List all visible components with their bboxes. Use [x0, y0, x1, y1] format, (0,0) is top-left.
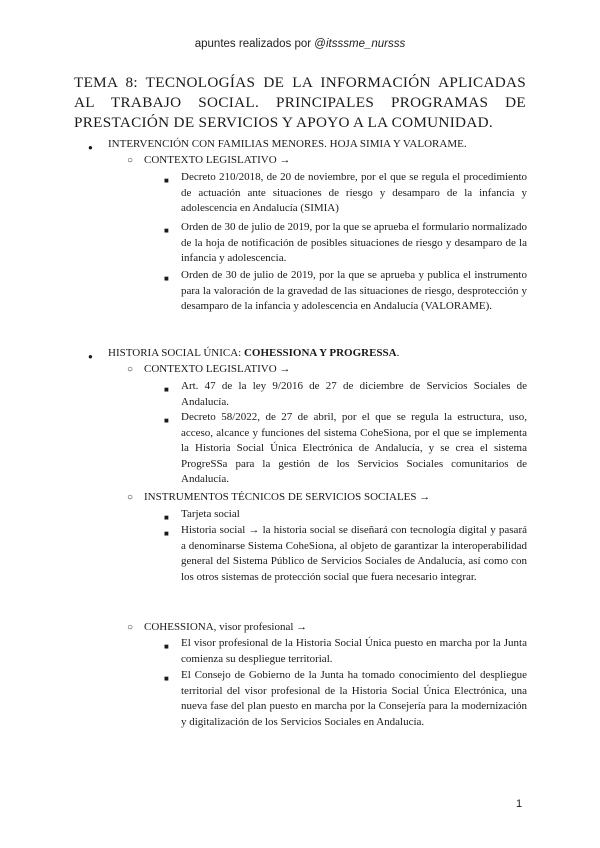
bullet-level3: ■ — [164, 385, 169, 394]
bullet-level3: ■ — [164, 274, 169, 283]
bullet-level3: ■ — [164, 529, 169, 538]
bullet-level3: ■ — [164, 513, 169, 522]
bullet-level2: ○ — [127, 622, 134, 633]
section2-sub3-heading: COHESSIONA, visor profesional → — [144, 621, 308, 633]
header-prefix: apuntes realizados por @ — [194, 38, 326, 50]
bullet-level2: ○ — [127, 492, 134, 503]
bullet-level1: ● — [88, 143, 93, 152]
section2-heading — [108, 346, 528, 362]
list-item: Decreto 210/2018, de 20 de noviembre, por el que se regula el procedimiento de actuación ante situaciones de riesgo y desamparo de la infancia y adolescencia en Andalucía (SIMIA) — [181, 171, 527, 215]
list-item: Tarjeta social — [181, 508, 240, 520]
section2-heading-bold: COHESSIONA Y PROGRESSA — [243, 347, 397, 359]
list-item: Historia social → la historia social se diseñará con tecnología digital y pasará a denominarse Sistema CoheSiona, al objeto de garantizar la interoperabilidad general del Sistema Público de Servicios Sociales de Andalucía, así como con los otros sistemas de protección social que fuera necesario integrar. — [181, 524, 527, 583]
bullet-level3: ■ — [164, 416, 169, 425]
bullet-level2: ○ — [127, 155, 134, 166]
bullet-level2: ○ — [127, 364, 134, 375]
list-item: Orden de 30 de julio de 2019, por la que se aprueba el formulario normalizado de la hoja de notificación de posibles situaciones de riesgo y desamparo de la infancia y adolescencia. — [181, 221, 527, 265]
page-header — [0, 38, 600, 50]
list-item: Orden de 30 de julio de 2019, por la que se aprueba y publica el instrumento para la valoración de la gravedad de las situaciones de riesgo, desprotección y desamparo de la infancia y adolescencia en Andalucía (VALORAME). — [181, 269, 527, 313]
list-item: Art. 47 de la ley 9/2016 de 27 de diciembre de Servicios Sociales de Andalucía. — [181, 380, 527, 408]
section2-heading-suffix: . — [396, 347, 400, 359]
document-title: TEMA 8: TECNOLOGÍAS DE LA INFORMACIÓN APLICADAS AL TRABAJO SOCIAL. PRINCIPALES PROGRAMAS DE PRESTACIÓN DE SERVICIOS Y APOYO A LA COMUNIDAD. — [74, 74, 526, 131]
list-item: El Consejo de Gobierno de la Junta ha tomado conocimiento del despliegue territorial del visor profesional de la Historia Social Única Electrónica, una nueva fase del plan puesto en marcha por la Consejería para la modernización y digitalización de los Servicios Sociales en Andalucía. — [181, 669, 527, 728]
section1-heading: INTERVENCIÓN CON FAMILIAS MENORES. HOJA SIMIA Y VALORAME. — [108, 138, 467, 150]
bullet-level3: ■ — [164, 226, 169, 235]
list-item: El visor profesional de la Historia Social Única puesto en marcha por la Junta comienza su despliegue territorial. — [181, 637, 527, 665]
section2-sub1-heading: CONTEXTO LEGISLATIVO → — [144, 363, 291, 375]
bullet-level3: ■ — [164, 176, 169, 185]
list-item: Decreto 58/2022, de 27 de abril, por el que se regula la estructura, uso, acceso, alcance y funciones del sistema CoheSiona, por el que se implementa la Historia Social Única Electrónica de Andalucía, y se crea el sistema ProgreSSa para la gestión de los Servicios Sociales comunitarios de Andalucía. — [181, 411, 527, 486]
author-handle: itsssme_nursss — [325, 38, 406, 50]
section2-sub2-heading: INSTRUMENTOS TÉCNICOS DE SERVICIOS SOCIALES → — [144, 491, 431, 503]
bullet-level3: ■ — [164, 674, 169, 683]
bullet-level3: ■ — [164, 642, 169, 651]
bullet-level1: ● — [88, 352, 93, 361]
page-number: 1 — [516, 798, 523, 810]
section1-sub1-heading: CONTEXTO LEGISLATIVO → — [144, 154, 291, 166]
section2-heading-prefix: HISTORIA SOCIAL ÚNICA: — [108, 347, 244, 359]
